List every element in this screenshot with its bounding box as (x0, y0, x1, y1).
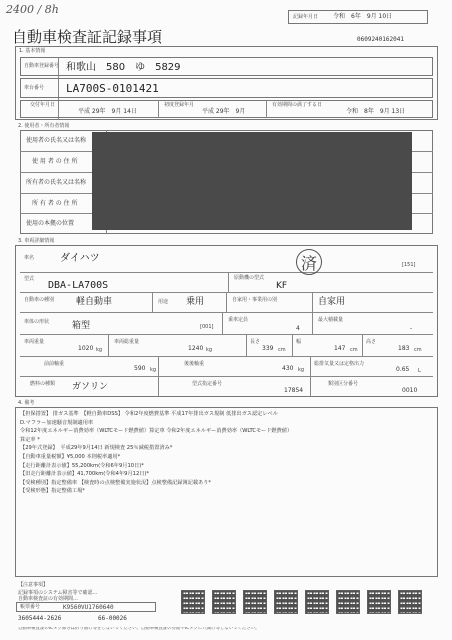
front-unit: kg (150, 367, 157, 373)
section1-header: 1. 基本情報 (19, 48, 46, 54)
use-label: 用途 (158, 299, 169, 305)
weight-label: 車両重量 (24, 339, 45, 345)
form-value: K9560VU1760640 (63, 604, 114, 611)
rear-value: 430 (282, 365, 294, 372)
kind-value: 軽自動車 (76, 297, 113, 307)
remarks-lines (20, 410, 432, 496)
issue-value: 平成 29年 9月 14日 (78, 108, 137, 115)
make-value: ダイハツ (60, 253, 100, 264)
remark-line: D.マフラー加速騒音規制適用車 (20, 419, 94, 426)
front-label: 前前軸重 (44, 361, 65, 367)
weight-value: 1020 (78, 345, 94, 352)
qr-code-icon (243, 590, 267, 614)
qr-code-icon (336, 590, 360, 614)
remark-line: 【受検形態】指定整備工場* (20, 488, 85, 495)
section3-header: 3. 車両詳細情報 (18, 238, 55, 244)
length-unit: cm (278, 347, 286, 353)
owner-address-label: 所 有 者 の 住 所 (32, 200, 78, 207)
engine-label: 原動機の型式 (234, 275, 265, 281)
capacity-label: 乗車定員 (228, 317, 249, 323)
qr-code-icon (398, 590, 422, 614)
width-label: 幅 (296, 339, 302, 345)
chassis-value: LA700S-0101421 (66, 82, 159, 95)
weight-unit: kg (96, 347, 103, 353)
qr-code-icon (305, 590, 329, 614)
gross-label: 車両総重量 (114, 339, 140, 345)
cat-label: 類別区分番号 (328, 381, 359, 387)
first-reg-label: 初度登録年月 (164, 102, 195, 108)
footer-number-2: 66-00026 (98, 615, 127, 622)
page-code: [151] (402, 262, 416, 268)
user-address-label: 使 用 者 の 住 所 (32, 158, 78, 165)
maxload-label: 最大積載量 (318, 317, 344, 323)
form-number-box (16, 602, 156, 612)
gross-unit: kg (206, 347, 213, 353)
type-label: 型式指定番号 (192, 381, 223, 387)
note-line-2: 自動車検査証の有効期間… (18, 596, 79, 602)
body-value: 箱型 (72, 321, 91, 331)
fuel-value: ガソリン (72, 382, 109, 392)
reg-label: 自動車登録番号 (24, 63, 60, 69)
use-value: 乗用 (186, 297, 205, 307)
qr-code-icon (367, 590, 391, 614)
remark-line: 【受検種別】指定整備車 【検査時の点検整備実施状況】点検整備記録簿記載あり* (20, 479, 211, 486)
body-label: 車体の形状 (24, 319, 50, 325)
disp-value: 0.65 (396, 366, 410, 373)
reg-value: 和歌山 580 ゆ 5829 (66, 62, 181, 73)
cat-value: 0010 (402, 387, 418, 394)
disp-label: 総排気量又は定格出力 (314, 361, 365, 367)
capacity-value: 4 (296, 325, 300, 332)
handwritten-note: 2400 / 8h (6, 3, 59, 16)
height-unit: cm (414, 347, 422, 353)
remark-line: 【走行距離計表示値】55,200km(令和6年9月10日)* (20, 462, 144, 469)
user-name-label: 使用者の氏名又は名称 (26, 137, 87, 144)
issue-label: 交付年月日 (30, 102, 56, 108)
height-value: 183 (398, 345, 410, 352)
inspection-stamp: 済 (296, 249, 322, 275)
length-label: 長さ (250, 339, 261, 345)
qr-code-icon (212, 590, 236, 614)
chassis-label: 車台番号 (24, 85, 45, 91)
rear-unit: kg (298, 367, 305, 373)
front-value: 590 (134, 365, 146, 372)
private-label: 自家用・事業用の別 (232, 297, 278, 303)
body-code: [001] (200, 324, 214, 330)
type-value: 17854 (284, 387, 304, 394)
qr-code-icon (181, 590, 205, 614)
expiry-value: 令和 8年 9月 13日 (346, 108, 406, 115)
first-reg-value: 平成 29年 9月 (202, 108, 246, 115)
section2-header: 2. 使用者・所有者情報 (18, 123, 70, 129)
expiry-label: 有効期間の満了する日 (272, 102, 323, 108)
length-value: 339 (262, 345, 274, 352)
width-unit: cm (350, 347, 358, 353)
disp-unit: L (418, 368, 421, 374)
remark-line: 【担保措置】 排ガス基準 【軽自動車DSS】 令和2年度燃費基準 平成17年排出ガス規制 低排出ガス認定レベル (20, 411, 278, 417)
kind-label: 自動車の種別 (24, 297, 55, 303)
rear-label: 後後軸重 (184, 361, 205, 367)
remark-line: 令和12年度エネルギー消費効率（WLTCモード燃費値）算定車 令和2年度エネルギー消費効率（WLTCモード燃費値） (20, 428, 293, 435)
owner-name-label: 所有者の氏名又は名称 (26, 179, 87, 186)
record-date-label: 記録年月日 (293, 14, 319, 20)
make-label: 車名 (24, 255, 35, 261)
fuel-label: 燃料の種類 (30, 381, 56, 387)
document-number: 0609240162041 (357, 36, 404, 43)
remark-line: 【自動車重量税額】¥5,000 本則税率適用* (20, 453, 121, 460)
qr-code-icon (274, 590, 298, 614)
private-value: 自家用 (318, 297, 346, 307)
remark-line: 【旧走行距離計表示値】41,700km(令和4年9月12日)* (20, 471, 150, 478)
form-label: 帳票番号 (20, 604, 41, 610)
bottom-note: 自動車検査証のICタグ部分は折り曲げ等をしないでください。自動車検査証の券面やICタグに穴開け等しないでください。 (18, 627, 260, 631)
record-date-box (288, 10, 428, 24)
footer-number-1: 3605444-2626 (18, 615, 62, 622)
model-label: 型式 (24, 276, 35, 282)
maxload-value: - (410, 325, 413, 332)
remark-line: 算定率 * (20, 436, 40, 443)
height-label: 高さ (366, 339, 377, 345)
remark-line: 【29年式登録】 平成29年9月14日 新規検査 25％減税措置済み* (20, 445, 173, 452)
width-value: 147 (334, 345, 346, 352)
base-location-label: 使用の本拠の位置 (26, 220, 75, 227)
note-line-1: 記録事項のシステム障害等で確認… (18, 590, 98, 596)
model-value: DBA-LA700S (48, 280, 109, 291)
section4-header: 4. 備考 (18, 400, 35, 406)
gross-value: 1240 (188, 345, 204, 352)
page-title: 自動車検査証記録事項 (12, 28, 163, 46)
redacted-owner-info (92, 132, 412, 230)
engine-value: KF (276, 281, 288, 291)
record-date-value: 令和 6年 9月 10日 (333, 13, 393, 20)
note-header: 【注意事項】 (18, 582, 49, 588)
